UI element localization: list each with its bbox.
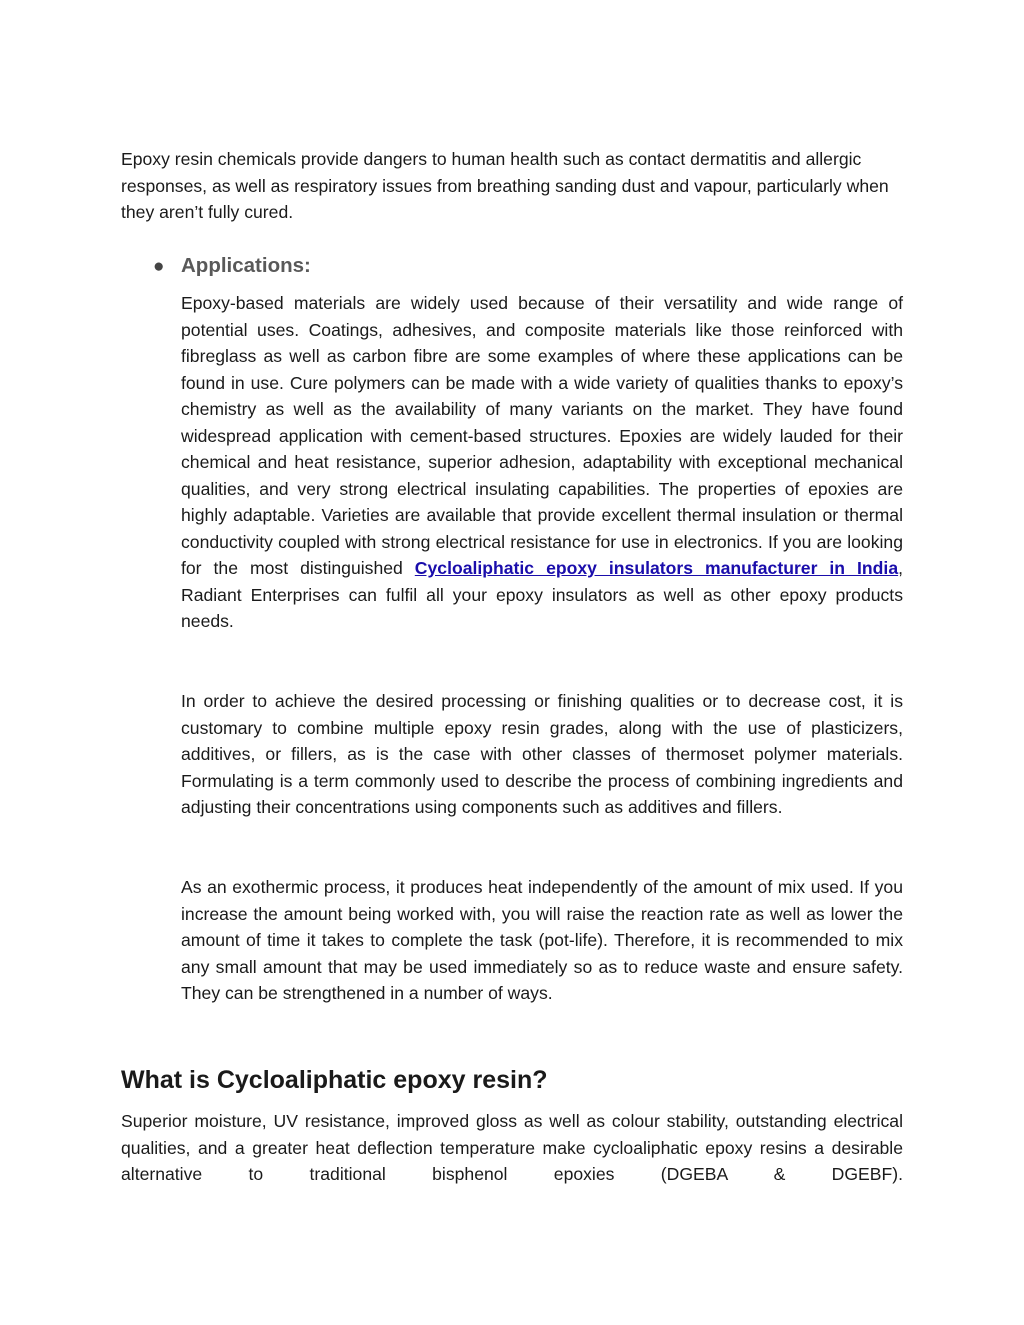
paragraph-text: , Radiant Enterprises can fulfil all your epoxy insulators as well as other epoxy products needs. bbox=[181, 558, 903, 631]
paragraph-text: Epoxy-based materials are widely used because of their versatility and wide range of potential uses. Coatings, adhesives, and composite materials like those reinforced with fibreglass as well as carbon fibre are some examples of where these applications can be found in use. Cure polymers can be made with a wide variety of qualities thanks to epoxy’s chemistry as well as the availability of many variants on the market. They have found widespread application with cement-based structures. Epoxies are widely lauded for their chemical and heat resistance, superior adhesion, adaptability with exceptional mechanical qualities, and very strong electrical insulating capabilities. The properties of epoxies are highly adaptable. Varieties are available that provide excellent thermal insulation or thermal conductivity coupled with strong electrical resistance for use in electronics. If you are looking for the most distinguished bbox=[181, 293, 903, 578]
applications-paragraph-2: In order to achieve the desired processing or finishing qualities or to decrease cost, it is customary to combine multiple epoxy resin grades, along with the use of plasticizers, additives, or fillers, as is the case with other classes of thermoset polymer materials. Formulating is a term commonly used to describe the process of combining ingredients and adjusting their concentrations using components such as additives and fillers. bbox=[181, 691, 903, 817]
bullet-icon: ● bbox=[153, 256, 165, 277]
applications-paragraph-1 bbox=[181, 290, 903, 635]
intro-paragraph: Epoxy resin chemicals provide dangers to human health such as contact dermatitis and allergic responses, as well as respiratory issues from breathing sanding dust and vapour, particularly when they aren’t fully cured. bbox=[121, 149, 889, 222]
section-heading: What is Cycloaliphatic epoxy resin? bbox=[121, 1066, 548, 1094]
applications-paragraph-3: As an exothermic process, it produces heat independently of the amount of mix used. If you increase the amount being worked with, you will raise the reaction rate as well as lower the amount of time it takes to complete the task (pot-life). Therefore, it is recommended to mix any small amount that may be used immediately so as to reduce waste and ensure safety. They can be strengthened in a number of ways. bbox=[181, 877, 903, 1003]
section-paragraph: Superior moisture, UV resistance, improved gloss as well as colour stability, outstanding electrical qualities, and a greater heat deflection temperature make cycloaliphatic epoxy resins a desirable alternative to traditional bisphenol epoxies (DGEBA & DGEBF). bbox=[121, 1111, 903, 1184]
applications-heading: Applications: bbox=[181, 254, 311, 277]
manufacturer-link[interactable]: Cycloaliphatic epoxy insulators manufacturer in India bbox=[414, 558, 899, 578]
